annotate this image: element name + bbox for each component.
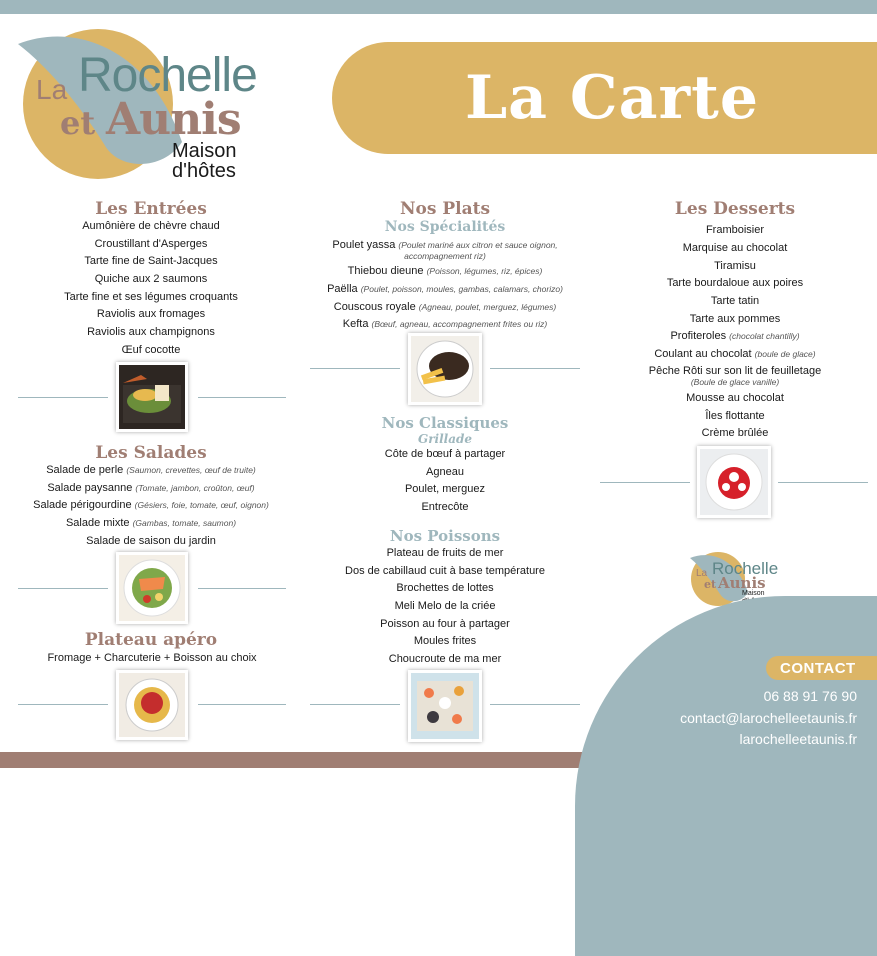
grillade-subtitle: Grillade	[417, 432, 473, 446]
apero-photo	[116, 670, 188, 740]
classiques-title: Nos Classiques	[381, 414, 509, 432]
poissons-title: Nos Poissons	[389, 527, 501, 545]
list-item: Croustillant d'Asperges	[94, 237, 208, 250]
divider	[778, 482, 868, 483]
contact-website[interactable]: larochelleetaunis.fr	[739, 731, 857, 747]
list-item: Salade périgourdine (Gésiers, foie, tomate, œuf, oignon)	[33, 499, 269, 512]
dish-photo-icon	[700, 449, 768, 515]
logo-maison: Maison	[742, 590, 765, 597]
list-item: Tarte tatin	[710, 295, 760, 307]
divider	[490, 368, 580, 369]
list-item: Salade paysanne (Tomate, jambon, croûton, œuf)	[47, 481, 255, 494]
list-item: Salade de saison du jardin	[86, 534, 216, 547]
list-item: Poisson au four à partager	[380, 617, 510, 630]
list-item: Couscous royale (Agneau, poulet, merguez, légumes)	[333, 301, 557, 313]
list-item: Coulant au chocolat (boule de glace)	[654, 348, 816, 360]
list-item: Côte de bœuf à partager	[384, 448, 506, 460]
salad-photo	[116, 552, 188, 624]
logo-aunis: Aunis	[718, 574, 766, 592]
logo-et: et	[60, 104, 96, 142]
list-item: Profiteroles (chocolat chantilly)	[670, 330, 800, 342]
list-item: Îles flottante	[705, 410, 765, 422]
dessert-photo	[697, 446, 771, 518]
list-item: Moules frites	[413, 635, 477, 648]
page-title: La Carte	[464, 63, 760, 133]
logo-maison: Maison	[172, 140, 237, 162]
dish-photo-icon	[119, 365, 185, 429]
divider	[18, 397, 108, 398]
poisson-photo	[408, 670, 482, 742]
list-item: Thiebou dieune (Poisson, légumes, riz, épices)	[347, 265, 543, 277]
divider	[198, 704, 286, 705]
bottom-band	[0, 752, 600, 768]
apero-title: Plateau apéro	[84, 630, 218, 650]
logo-la: La	[696, 568, 708, 579]
specialites-subtitle: Nos Spécialités	[384, 219, 506, 235]
list-item: Salade de perle (Saumon, crevettes, œuf de truite)	[46, 464, 256, 476]
list-item: Mousse au chocolat	[686, 392, 784, 404]
entrees-list	[20, 220, 282, 362]
list-item: Crème brûlée	[701, 427, 769, 439]
logo-aunis: Aunis	[106, 94, 241, 145]
desserts-title: Les Desserts	[674, 199, 796, 219]
main-logo	[14, 22, 284, 182]
salades-title: Les Salades	[95, 443, 207, 463]
logo-et: et	[704, 578, 717, 591]
list-item: Pêche Rôti sur son lit de feuilletage (Boule de glace vanille)	[648, 365, 822, 387]
contact-label: CONTACT	[766, 656, 877, 680]
contact-email[interactable]: contact@larochelleetaunis.fr	[680, 710, 857, 726]
contact-panel	[575, 596, 877, 956]
list-item: Entrecôte	[421, 501, 469, 514]
list-item: Kefta (Bœuf, agneau, accompagnement frites ou riz)	[342, 318, 548, 330]
divider	[18, 588, 108, 589]
list-item: Tarte fine de Saint-Jacques	[84, 255, 218, 268]
dish-photo-icon	[411, 336, 479, 402]
list-item: Raviolis aux champignons	[87, 326, 215, 339]
list-item: Agneau	[426, 465, 464, 478]
contact-phone[interactable]: 06 88 91 76 90	[763, 688, 857, 704]
divider	[198, 397, 286, 398]
list-item: Marquise au chocolat	[682, 242, 788, 254]
divider	[310, 704, 400, 705]
list-item: Salade mixte (Gambas, tomate, saumon)	[65, 517, 237, 530]
logo-la: La	[36, 74, 68, 105]
list-item: Quiche aux 2 saumons	[94, 273, 208, 286]
divider	[600, 482, 690, 483]
plat-photo	[408, 333, 482, 405]
list-item: Raviolis aux fromages	[96, 308, 206, 321]
list-item: Tiramisu	[714, 260, 756, 272]
poissons-list	[310, 547, 580, 671]
list-item: Dos de cabillaud cuit à base température	[345, 564, 545, 577]
dish-photo-icon	[119, 673, 185, 737]
classiques-list	[310, 448, 580, 519]
list-item: Brochettes de lottes	[396, 582, 494, 595]
list-item: Poulet, merguez	[404, 483, 486, 496]
list-item: Poulet yassa (Poulet mariné aux citron et sauce oignon, accompagnement riz)	[332, 239, 558, 261]
salades-list	[12, 464, 290, 552]
list-item: Meli Melo de la criée	[394, 600, 496, 613]
list-item: Paëlla (Poulet, poisson, moules, gambas, calamars, chorizo)	[327, 283, 563, 295]
logo-rochelle: Rochelle	[712, 559, 779, 578]
logo-rochelle: Rochelle	[78, 49, 257, 102]
list-item: Plateau de fruits de mer	[386, 547, 504, 559]
list-item: Tarte bourdaloue aux poires	[666, 277, 804, 289]
list-item: Œuf cocotte	[121, 343, 181, 356]
divider	[310, 368, 400, 369]
divider	[198, 588, 286, 589]
list-item: Aumônière de chèvre chaud	[82, 220, 220, 232]
plats-title: Nos Plats	[399, 199, 491, 219]
list-item: Choucroute de ma mer	[388, 653, 502, 666]
top-band	[0, 0, 877, 14]
entrees-title: Les Entrées	[95, 199, 207, 219]
dish-photo-icon	[411, 673, 479, 739]
list-item: Tarte aux pommes	[689, 313, 781, 325]
divider	[18, 704, 108, 705]
dish-photo-icon	[119, 555, 185, 621]
list-item: Framboisier	[705, 224, 765, 236]
divider	[490, 704, 580, 705]
list-item: Tarte fine et ses légumes croquants	[64, 290, 238, 303]
apero-description: Fromage + Charcuterie + Boisson au choix	[47, 652, 257, 664]
entree-photo	[116, 362, 188, 432]
logo-hotes: d'hôtes	[172, 160, 236, 182]
